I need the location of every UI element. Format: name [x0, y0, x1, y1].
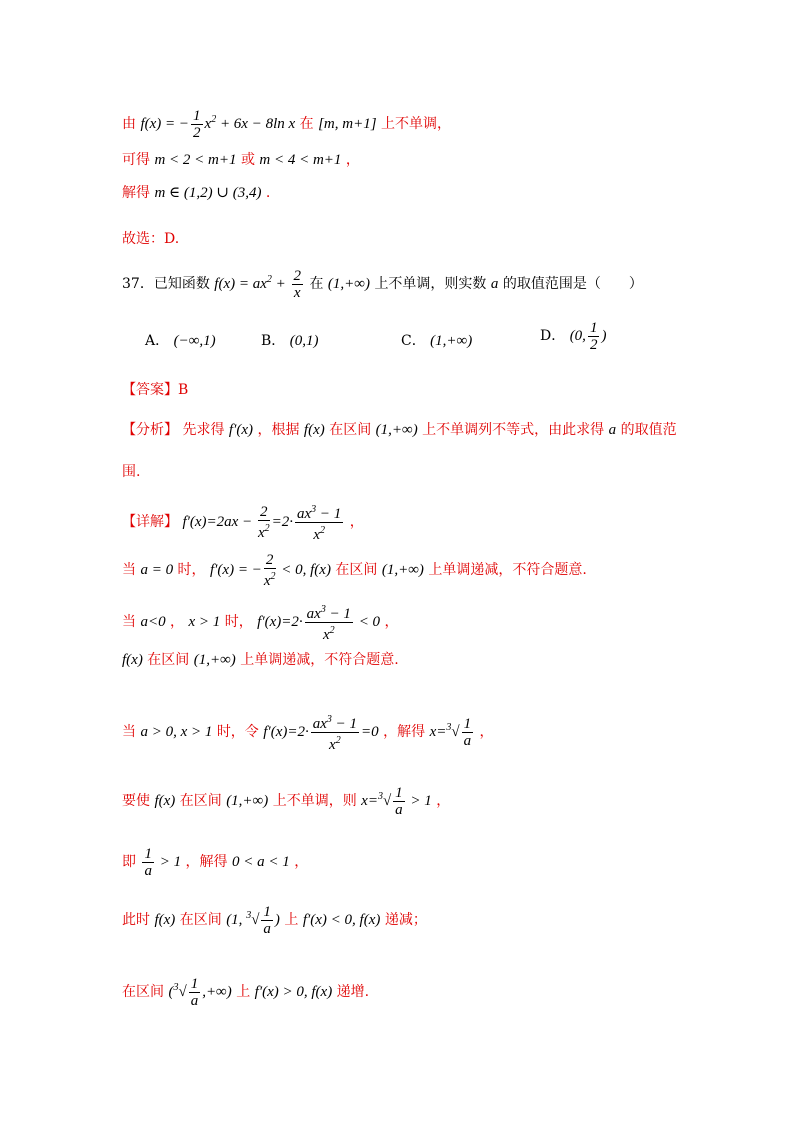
detail-line-4 — [122, 650, 399, 670]
text: ， — [294, 853, 309, 870]
text: 在 — [299, 115, 314, 132]
text: 当 — [122, 613, 136, 630]
question-37 — [122, 268, 643, 301]
option-value: (1,+∞) — [430, 333, 473, 349]
text: 时， — [177, 561, 206, 578]
text: ， — [436, 792, 451, 809]
text: 在区间 — [329, 422, 372, 438]
formula: a — [608, 422, 617, 438]
detail-line-5 — [122, 712, 494, 753]
formula: (1,+∞) — [381, 561, 424, 578]
formula: f(x) — [154, 792, 176, 809]
formula: f′(x)=2· $\frac{ax^3 - 1}{x^2}$ < 0 — [257, 604, 381, 643]
formula: f(x) — [154, 911, 176, 928]
formula: m < 2 < m+1 — [154, 152, 237, 168]
text: ，解得 — [383, 723, 426, 740]
analysis-line-1 — [122, 420, 677, 440]
text: 的取值范围是（ ） — [502, 275, 643, 292]
text: 的取值范 — [620, 422, 677, 438]
solution-line-4: 故选：D. — [122, 231, 180, 247]
option-label: B． — [261, 333, 286, 349]
detail-line-7 — [122, 846, 308, 879]
text: 时，令 — [216, 723, 259, 740]
option-label: C． — [401, 333, 426, 349]
formula: (1,+∞) — [375, 422, 418, 438]
formula: x=$^3$√ $\frac{1}{a}$ > 1 — [361, 785, 432, 818]
detail-line-2 — [122, 552, 587, 589]
option-value: (−∞,1) — [173, 333, 216, 349]
text: 上不单调， — [381, 115, 451, 132]
text: 此时 — [122, 911, 150, 928]
formula: m < 4 < m+1 — [259, 152, 342, 168]
formula: f(x) — [122, 652, 143, 668]
solution-line-2 — [122, 150, 360, 170]
text: 上单调递减，不符合题意. — [240, 652, 399, 668]
formula: f′(x)=2· $\frac{ax^3 - 1}{x^2}$ =0 — [263, 714, 379, 753]
text: 或 — [240, 152, 255, 168]
analysis-label: 【分析】 — [122, 422, 178, 438]
solution-line-1 — [122, 108, 451, 141]
text: 当 — [122, 561, 136, 578]
formula: f(x) = − $\frac{1}{2}$ $x^2 + 6x - 8\ln$ x — [140, 108, 296, 141]
option-b — [261, 330, 319, 350]
formula: (1,+∞) — [226, 792, 269, 809]
text: 递减； — [384, 911, 427, 928]
text: 在区间 — [122, 983, 164, 1000]
text: 上不单调，则 — [272, 792, 357, 809]
formula: a = 0 — [140, 561, 174, 578]
detail-line-1 — [122, 502, 364, 543]
text: 上 — [236, 983, 251, 1000]
variable: a — [490, 275, 499, 292]
formula: a<0 — [140, 613, 166, 630]
text: 在区间 — [179, 911, 222, 928]
text: ， — [479, 723, 494, 740]
text: 上 — [284, 911, 299, 928]
analysis-line-2: 围. — [122, 464, 141, 480]
solution-line-3 — [122, 183, 270, 203]
formula: x=$^3$√ $\frac{1}{a}$ — [429, 716, 472, 749]
text: 上单调递减，不符合题意. — [428, 561, 587, 578]
formula: m ∈ (1,2) ∪ (3,4) — [154, 185, 262, 201]
text: ，解得 — [185, 853, 228, 870]
text: 时， — [224, 613, 253, 630]
detail-line-9 — [122, 976, 369, 1009]
formula: f′(x) > 0, f(x) — [254, 983, 333, 1000]
text: 由 — [122, 115, 136, 132]
text: 可得 — [122, 152, 150, 168]
formula: (1,+∞) — [193, 652, 236, 668]
formula: a > 0, x > 1 — [140, 723, 213, 740]
text: 上不单调，则实数 — [374, 275, 487, 292]
text: 上不单调列不等式，由此求得 — [422, 422, 605, 438]
option-label: D． — [540, 327, 566, 344]
answer: 【答案】B — [122, 382, 189, 398]
text: ， — [349, 513, 364, 530]
formula: f(x) — [303, 422, 325, 438]
text: 在 — [309, 275, 324, 292]
text: . — [265, 185, 271, 201]
option-c — [401, 330, 472, 350]
question-number: 37．已知函数 — [122, 275, 210, 292]
formula: (1,+∞) — [327, 275, 370, 292]
text: ，根据 — [257, 422, 300, 438]
text: 递增. — [336, 983, 370, 1000]
text: 当 — [122, 723, 136, 740]
detail-line-3 — [122, 602, 399, 643]
formula: [m, m+1] — [318, 115, 377, 132]
detail-line-8 — [122, 904, 427, 937]
formula: $f(x) = ax^2$ + $\frac{2}{x}$ — [214, 268, 302, 301]
text: 在区间 — [179, 792, 222, 809]
formula: x > 1 — [188, 613, 221, 630]
text: 解得 — [122, 185, 150, 201]
text: 即 — [122, 853, 136, 870]
option-value: (0,1) — [289, 333, 319, 349]
detail-label: 【详解】 — [122, 513, 178, 530]
formula: 0 < a < 1 — [231, 853, 290, 870]
formula: f′(x) = − $\frac{2}{x^2}$ < 0, f(x) — [209, 552, 331, 589]
text: 先求得 — [182, 422, 225, 438]
text: ， — [345, 152, 360, 168]
formula: $\frac{1}{a}$ > 1 — [144, 846, 182, 879]
option-d — [540, 320, 606, 353]
formula: f′(x)=2ax − $\frac{2}{x^2}$ =2· $\frac{ax^3 - 1}{x^2}$ — [182, 504, 342, 543]
text: 要使 — [122, 792, 150, 809]
formula: f′(x) < 0, f(x) — [302, 911, 381, 928]
text: ， — [170, 613, 185, 630]
formula: (1, $^3$√ $\frac{1}{a}$ ) — [226, 904, 280, 937]
formula: ($^3$√ $\frac{1}{a}$ ,+∞) — [168, 976, 232, 1009]
option-a — [145, 330, 216, 350]
text: ， — [384, 613, 399, 630]
text: 在区间 — [147, 652, 190, 668]
text: 在区间 — [335, 561, 378, 578]
formula: f′(x) — [228, 422, 254, 438]
option-value: (0, $\frac{1}{2}$ ) — [569, 320, 607, 353]
detail-line-6 — [122, 785, 450, 818]
option-label: A． — [145, 333, 170, 349]
